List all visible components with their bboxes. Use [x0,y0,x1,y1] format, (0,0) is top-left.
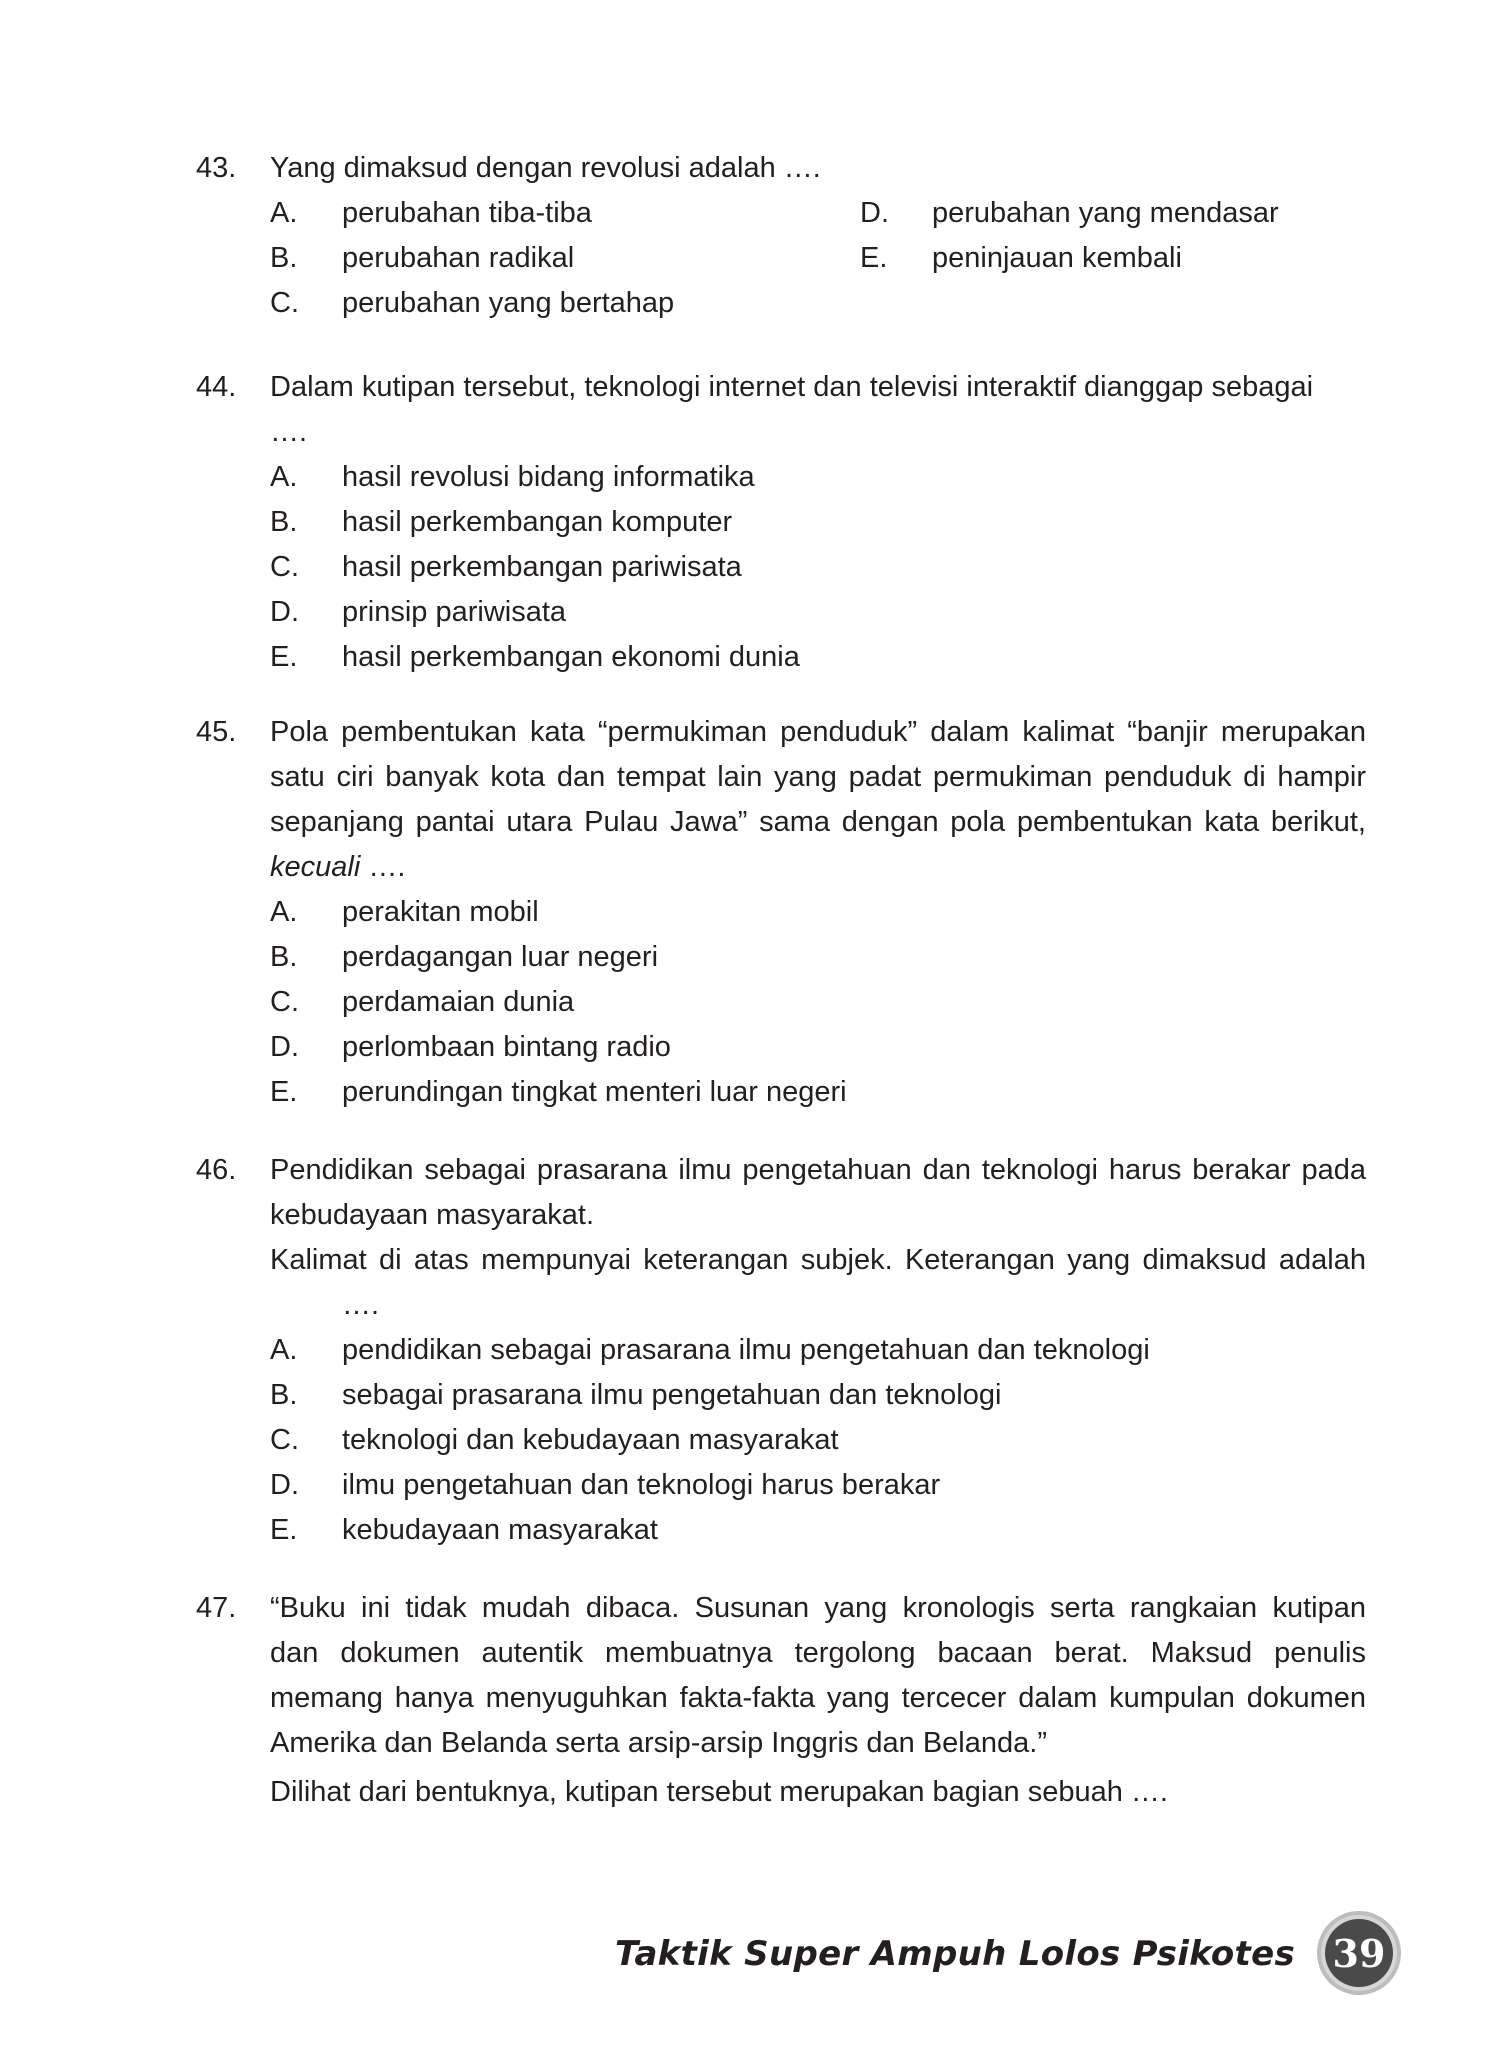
question-number: 47. [196,1592,237,1624]
question-47 [196,1586,1366,1815]
option-e[interactable]: E. perundingan tingkat menteri luar negeri [270,1076,847,1108]
question-number: 46. [196,1154,237,1186]
question-stem: kebudayaan masyarakat. [270,1199,595,1231]
option-a[interactable]: A. pendidikan sebagai prasarana ilmu pengetahuan dan teknologi [270,1334,1150,1366]
option-d[interactable]: D. prinsip pariwisata [270,596,567,628]
question-stem: Kalimat di atas mempunyai keterangan subjek. Keterangan yang dimaksud adalah [270,1244,1366,1276]
book-title: Taktik Super Ampuh Lolos Psikotes [614,1934,1295,1974]
question-45 [196,710,1366,1115]
option-c[interactable]: C. perdamaian dunia [270,986,575,1018]
option-a[interactable]: A. hasil revolusi bidang informatika [270,461,755,493]
question-stem: sepanjang pantai utara Pulau Jawa” sama dengan pola pembentukan kata berikut, [270,806,1366,838]
option-e[interactable]: E. kebudayaan masyarakat [270,1514,658,1546]
question-44 [196,365,1366,680]
quote-line: memang hanya menyuguhkan fakta-fakta yang tercecer dalam kumpulan dokumen [270,1682,1366,1714]
option-e[interactable]: E. hasil perkembangan ekonomi dunia [270,641,800,673]
option-b[interactable]: B. perdagangan luar negeri [270,941,659,973]
emphasis-word: kecuali [270,851,361,883]
question-stem: Dalam kutipan tersebut, teknologi internet dan televisi interaktif dianggap sebagai [270,371,1314,403]
option-e[interactable]: E. peninjauan kembali [860,242,1182,274]
question-stem: satu ciri banyak kota dan tempat lain yang padat permukiman penduduk di hampir [270,761,1366,793]
quote-line: Amerika dan Belanda serta arsip-arsip Inggris dan Belanda.” [270,1727,1047,1759]
option-d[interactable]: D. perubahan yang mendasar [860,197,1279,229]
question-46 [196,1148,1366,1553]
question-number: 44. [196,371,237,403]
option-grid [270,191,1366,326]
option-c[interactable]: C. teknologi dan kebudayaan masyarakat [270,1424,839,1456]
question-stem-end: …. [342,1289,380,1321]
question-stem-cont: …. [270,416,308,448]
question-number: 43. [196,152,237,184]
option-c[interactable]: C. perubahan yang bertahap [270,287,675,319]
option-d[interactable]: D. perlombaan bintang radio [270,1031,671,1063]
question-stem-end: kecuali …. [270,851,406,883]
question-stem: Yang dimaksud dengan revolusi adalah …. [270,152,821,184]
question-number: 45. [196,716,237,748]
option-a[interactable]: A. perakitan mobil [270,896,539,928]
option-b[interactable]: B. hasil perkembangan komputer [270,506,733,538]
option-d[interactable]: D. ilmu pengetahuan dan teknologi harus berakar [270,1469,941,1501]
question-43 [196,146,1366,326]
option-b[interactable]: B. sebagai prasarana ilmu pengetahuan dan teknologi [270,1379,1002,1411]
page-number: 39 [1332,1930,1386,1976]
question-stem: Pola pembentukan kata “permukiman penduduk” dalam kalimat “banjir merupakan [270,716,1366,748]
option-b[interactable]: B. perubahan radikal [270,242,575,274]
question-stem: Pendidikan sebagai prasarana ilmu pengetahuan dan teknologi harus berakar pada [270,1154,1366,1186]
option-c[interactable]: C. hasil perkembangan pariwisata [270,551,742,583]
quote-line: dan dokumen autentik membuatnya tergolong bacaan berat. Maksud penulis [270,1637,1366,1669]
question-followup: Dilihat dari bentuknya, kutipan tersebut merupakan bagian sebuah …. [270,1776,1168,1808]
option-a[interactable]: A. perubahan tiba-tiba [270,197,592,229]
quote-line: “Buku ini tidak mudah dibaca. Susunan yang kronologis serta rangkaian kutipan [270,1592,1366,1624]
